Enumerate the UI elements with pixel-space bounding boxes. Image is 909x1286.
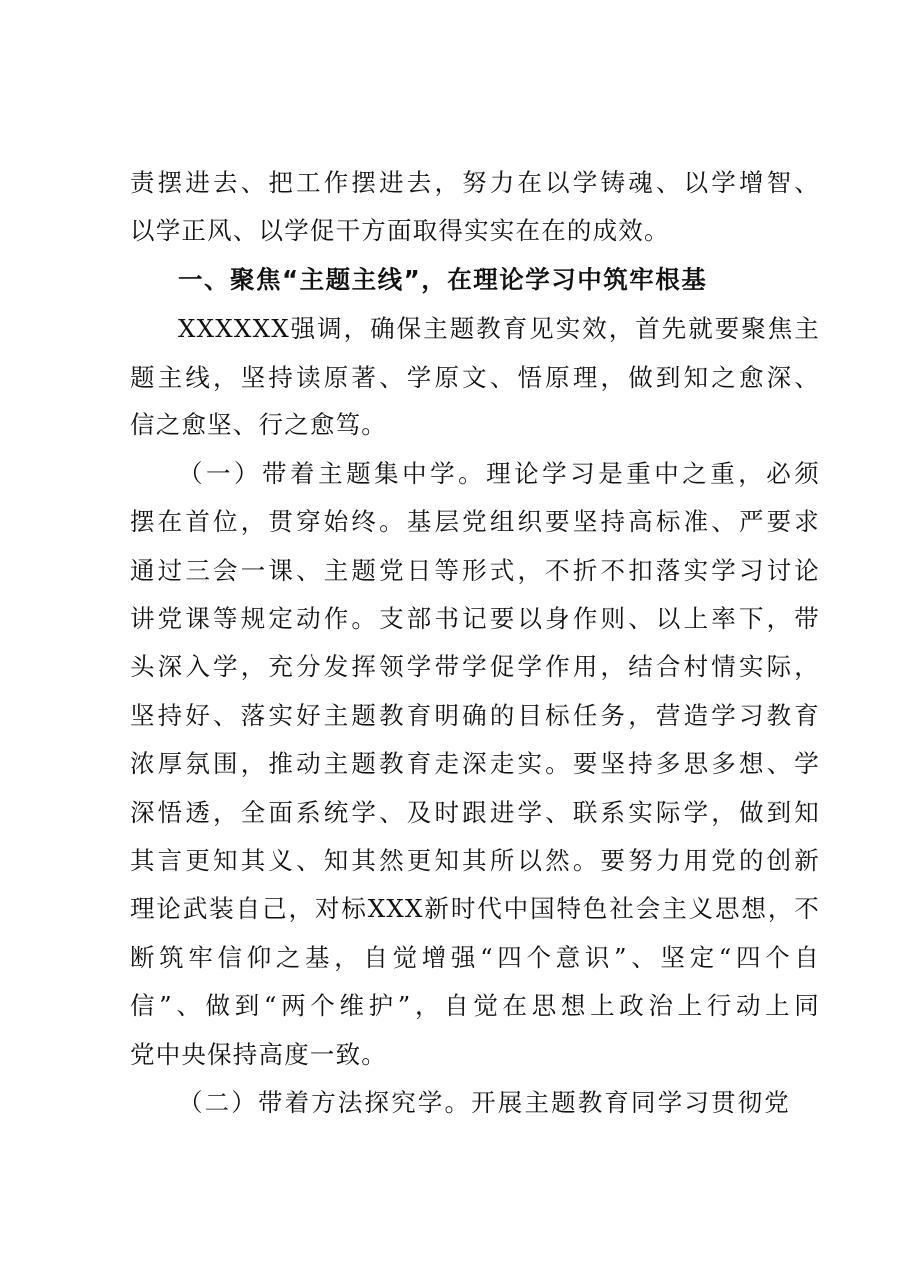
body-text-line: 坚持好、落实好主题教育明确的目标任务，营造学习教育 — [130, 701, 820, 730]
section-heading: 一、聚焦“主题主线”，在理论学习中筑牢根基 — [178, 265, 708, 294]
body-text-line: XXXXXX强调，确保主题教育见实效，首先就要聚焦主 — [178, 314, 820, 343]
body-text-line: 浓厚氛围，推动主题教育走深走实。要坚持多思多想、学 — [130, 749, 820, 778]
body-text-line: 摆在首位，贯穿始终。基层党组织要坚持高标准、严要求 — [130, 507, 820, 536]
body-text-line: 以学正风、以学促干方面取得实实在在的成效。 — [130, 216, 670, 245]
body-text-line: 讲党课等规定动作。支部书记要以身作则、以上率下，带 — [130, 604, 820, 633]
body-text-line: 其言更知其义、知其然更知其所以然。要努力用党的创新 — [130, 846, 820, 875]
body-text-line: 深悟透，全面系统学、及时跟进学、联系实际学，做到知 — [130, 798, 820, 827]
body-text-line: 党中央保持高度一致。 — [130, 1040, 387, 1069]
subsection-paragraph-start: （一）带着主题集中学。理论学习是重中之重，必须 — [178, 459, 820, 488]
body-text-line: 头深入学，充分发挥领学带学促学作用，结合村情实际， — [130, 652, 820, 681]
body-text-line: 信之愈坚、行之愈笃。 — [130, 410, 387, 439]
body-text-line: 通过三会一课、主题党日等形式，不折不扣落实学习讨论 — [130, 556, 820, 585]
body-text-line: 断筑牢信仰之基，自觉增强“四个意识”、坚定“四个自 — [130, 943, 820, 972]
subsection-paragraph-start: （二）带着方法探究学。开展主题教育同学习贯彻党 — [178, 1088, 790, 1117]
body-text-line: 信”、做到“两个维护”，自觉在思想上政治上行动上同 — [130, 991, 820, 1020]
body-text-line: 理论武装自己，对标XXX新时代中国特色社会主义思想，不 — [130, 894, 820, 923]
body-text-line: 题主线，坚持读原著、学原文、悟原理，做到知之愈深、 — [130, 363, 820, 392]
body-text-line: 责摆进去、把工作摆进去，努力在以学铸魂、以学增智、 — [130, 168, 820, 197]
